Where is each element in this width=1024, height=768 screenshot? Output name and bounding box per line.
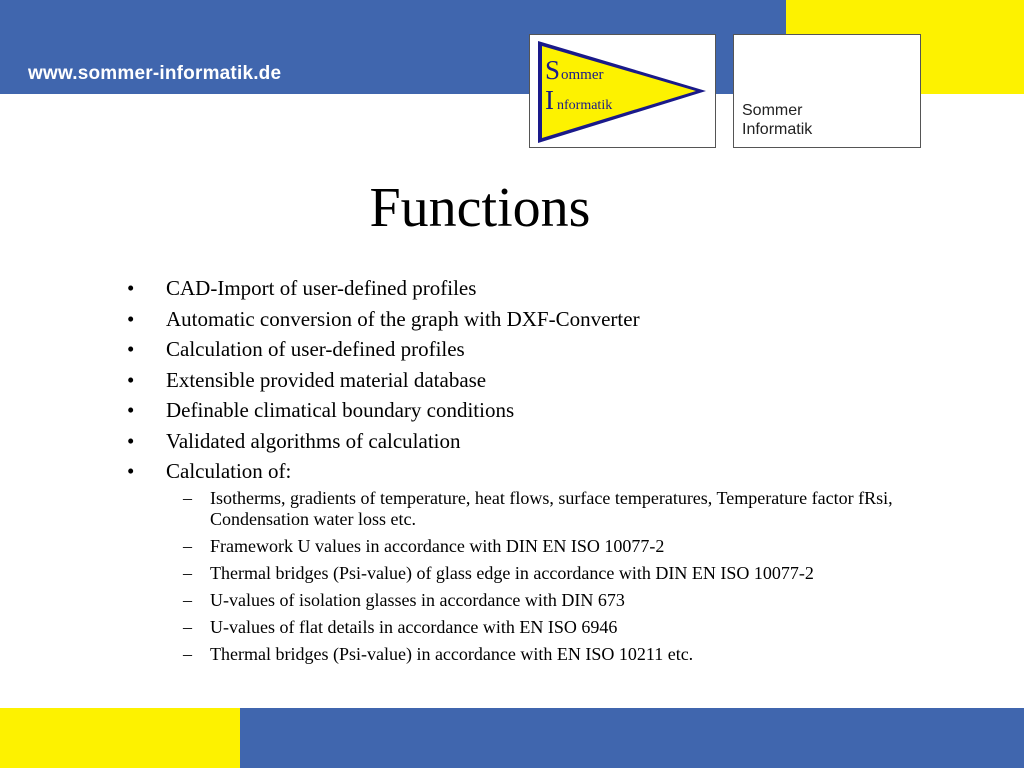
list-item bbox=[127, 456, 640, 487]
pennant-logo bbox=[529, 34, 716, 148]
bullet-icon: • bbox=[127, 306, 135, 331]
dash-icon: – bbox=[183, 617, 192, 637]
pennant-letter-i: I bbox=[545, 85, 554, 115]
pennant-inner bbox=[542, 46, 696, 138]
bullet-icon: • bbox=[127, 459, 135, 483]
bullet-icon: • bbox=[127, 398, 135, 422]
list-item-text: Calculation of: bbox=[166, 459, 292, 483]
bullet-icon: • bbox=[127, 367, 135, 392]
bullet-icon: • bbox=[127, 276, 135, 300]
dash-icon: – bbox=[183, 644, 192, 664]
sub-list-item-text: U-values of flat details in accordance with EN ISO 6946 bbox=[210, 617, 618, 637]
bullet-icon: • bbox=[127, 428, 135, 453]
website-url: www.sommer-informatik.de bbox=[28, 63, 282, 84]
list-item-text: Extensible provided material database bbox=[166, 367, 487, 392]
sub-list-item-text: Isotherms, gradients of temperature, heat flows, surface temperatures, Temperature factor fRsi, Condensation water loss etc. bbox=[210, 488, 893, 529]
sub-list-item bbox=[183, 617, 983, 638]
list-item bbox=[127, 426, 640, 457]
pennant-text-nformatik: nformatik bbox=[557, 98, 613, 113]
pennant-letter-s: S bbox=[545, 55, 561, 85]
list-item bbox=[127, 395, 640, 426]
bullet-list bbox=[127, 273, 640, 487]
list-item bbox=[127, 365, 640, 396]
dash-icon: – bbox=[183, 536, 192, 556]
pennant-text-ommer: ommer bbox=[561, 67, 604, 83]
list-item bbox=[127, 304, 640, 335]
list-item bbox=[127, 334, 640, 365]
sub-list-item bbox=[183, 563, 983, 584]
bottom-yellow-band bbox=[0, 708, 240, 768]
sub-list-item-text: Framework U values in accordance with DIN EN ISO 10077-2 bbox=[210, 536, 665, 556]
sub-list-item-text: Thermal bridges (Psi-value) in accordance with EN ISO 10211 etc. bbox=[210, 644, 694, 664]
logo-text-line1: Sommer bbox=[742, 102, 803, 119]
dash-icon: – bbox=[183, 563, 192, 583]
bottom-blue-band bbox=[240, 708, 1024, 768]
list-item-text: CAD-Import of user-defined profiles bbox=[166, 276, 477, 300]
list-item-text: Automatic conversion of the graph with DXF-Converter bbox=[166, 306, 640, 331]
bullet-icon: • bbox=[127, 337, 135, 361]
dash-icon: – bbox=[183, 590, 192, 610]
sub-bullet-list bbox=[183, 488, 983, 671]
sub-list-item bbox=[183, 644, 983, 665]
sub-list-item-text: U-values of isolation glasses in accordance with DIN 673 bbox=[210, 590, 625, 610]
logo-text-line2: Informatik bbox=[742, 121, 813, 138]
dash-icon: – bbox=[183, 488, 192, 508]
list-item-text: Validated algorithms of calculation bbox=[166, 428, 461, 453]
page-title: Functions bbox=[369, 177, 591, 239]
sub-list-item bbox=[183, 488, 983, 530]
sub-list-item bbox=[183, 590, 983, 611]
list-item-text: Calculation of user-defined profiles bbox=[166, 337, 465, 361]
list-item bbox=[127, 273, 640, 304]
list-item-text: Definable climatical boundary conditions bbox=[166, 398, 515, 422]
sub-list-item bbox=[183, 536, 983, 557]
sub-list-item-text: Thermal bridges (Psi-value) of glass edge in accordance with DIN EN ISO 10077-2 bbox=[210, 563, 814, 583]
text-logo bbox=[733, 34, 921, 148]
